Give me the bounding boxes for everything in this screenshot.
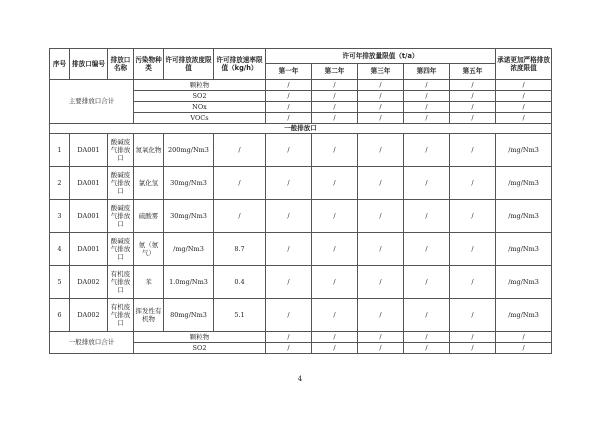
cell-outlet-no: DA002: [70, 266, 108, 299]
cell-strict: /mg/Nm3: [496, 200, 552, 233]
cell-rate: 8.7: [214, 233, 266, 266]
cell-year: /: [358, 167, 404, 200]
summary-cell: /: [496, 102, 552, 113]
header-seq: 序号: [50, 49, 70, 80]
summary-cell: /: [450, 91, 496, 102]
summary-cell: /: [266, 91, 312, 102]
cell-year: /: [404, 200, 450, 233]
summary-cell: /: [450, 80, 496, 91]
cell-year: /: [404, 134, 450, 167]
cell-pollutant: 苯: [134, 266, 164, 299]
cell-year: /: [450, 200, 496, 233]
header-year-2: 第二年: [312, 64, 358, 80]
cell-outlet-name: 有机废气排放口: [108, 266, 134, 299]
cell-year: /: [312, 233, 358, 266]
summary-pollutant: SO2: [134, 91, 266, 102]
summary-cell: /: [358, 102, 404, 113]
cell-strict: /mg/Nm3: [496, 233, 552, 266]
cell-outlet-no: DA001: [70, 134, 108, 167]
summary-cell: /: [496, 91, 552, 102]
summary-cell: /: [496, 332, 552, 343]
summary-cell: /: [404, 80, 450, 91]
cell-year: /: [266, 299, 312, 332]
header-rate-limit: 许可排放速率限值（kg/h）: [214, 49, 266, 80]
cell-seq: 4: [50, 233, 70, 266]
cell-strict: /mg/Nm3: [496, 134, 552, 167]
summary-cell: /: [312, 80, 358, 91]
cell-outlet-name: 酸碱废气排放口: [108, 200, 134, 233]
summary-cell: /: [312, 343, 358, 354]
cell-outlet-name: 酸碱废气排放口: [108, 134, 134, 167]
cell-rate: /: [214, 167, 266, 200]
summary-cell: /: [266, 102, 312, 113]
cell-outlet-name: 酸碱废气排放口: [108, 167, 134, 200]
cell-year: /: [266, 134, 312, 167]
header-outlet-name: 排放口名称: [108, 49, 134, 80]
table-row: [50, 266, 552, 299]
cell-conc: 30mg/Nm3: [164, 200, 214, 233]
cell-year: /: [358, 266, 404, 299]
summary-cell: /: [358, 91, 404, 102]
general-summary-row: [50, 332, 552, 343]
summary-cell: /: [450, 102, 496, 113]
cell-outlet-no: DA001: [70, 233, 108, 266]
summary-pollutant: NOx: [134, 102, 266, 113]
table-row: [50, 134, 552, 167]
header-year-5: 第五年: [450, 64, 496, 80]
cell-year: /: [450, 266, 496, 299]
cell-conc: 30mg/Nm3: [164, 167, 214, 200]
cell-rate: 5.1: [214, 299, 266, 332]
summary-cell: /: [312, 332, 358, 343]
section-row: [50, 124, 552, 134]
cell-year: /: [312, 200, 358, 233]
cell-rate: 0.4: [214, 266, 266, 299]
summary-cell: /: [450, 113, 496, 124]
cell-rate: /: [214, 200, 266, 233]
summary-pollutant: SO2: [134, 343, 266, 354]
cell-outlet-no: DA002: [70, 299, 108, 332]
cell-year: /: [358, 134, 404, 167]
summary-cell: /: [404, 113, 450, 124]
summary-cell: /: [312, 91, 358, 102]
summary-cell: /: [404, 332, 450, 343]
cell-year: /: [404, 167, 450, 200]
cell-rate: /: [214, 134, 266, 167]
header-row-top: [50, 49, 552, 64]
cell-year: /: [450, 299, 496, 332]
summary-cell: /: [404, 91, 450, 102]
table-row: [50, 299, 552, 332]
page-number: 4: [297, 375, 303, 383]
cell-outlet-no: DA001: [70, 200, 108, 233]
main-summary-row: [50, 80, 552, 91]
summary-cell: /: [496, 113, 552, 124]
summary-cell: /: [312, 102, 358, 113]
header-strict-limit: 承诺更加严格排放浓度限值: [496, 49, 552, 80]
summary-cell: /: [496, 80, 552, 91]
summary-pollutant: VOCs: [134, 113, 266, 124]
summary-cell: /: [266, 80, 312, 91]
general-summary-label: 一般排放口合计: [50, 332, 134, 354]
table-row: [50, 233, 552, 266]
table-row: [50, 200, 552, 233]
summary-cell: /: [404, 102, 450, 113]
summary-cell: /: [358, 113, 404, 124]
header-year-3: 第三年: [358, 64, 404, 80]
summary-pollutant: 颗粒物: [134, 332, 266, 343]
header-conc-limit: 许可排放浓度限值: [164, 49, 214, 80]
cell-seq: 3: [50, 200, 70, 233]
summary-cell: /: [358, 343, 404, 354]
summary-cell: /: [266, 332, 312, 343]
cell-conc: 1.0mg/Nm3: [164, 266, 214, 299]
cell-year: /: [450, 134, 496, 167]
cell-seq: 1: [50, 134, 70, 167]
summary-cell: /: [312, 113, 358, 124]
cell-pollutant: 硫酸雾: [134, 200, 164, 233]
cell-seq: 6: [50, 299, 70, 332]
header-outlet-no: 排放口编号: [70, 49, 108, 80]
cell-year: /: [404, 233, 450, 266]
cell-year: /: [266, 233, 312, 266]
summary-cell: /: [450, 332, 496, 343]
cell-year: /: [450, 167, 496, 200]
cell-outlet-no: DA001: [70, 167, 108, 200]
header-pollutant: 污染物种类: [134, 49, 164, 80]
summary-cell: /: [358, 332, 404, 343]
cell-conc: /mg/Nm3: [164, 233, 214, 266]
cell-year: /: [450, 233, 496, 266]
summary-cell: /: [358, 80, 404, 91]
header-annual-limit: 许可年排放量限值（t/a）: [266, 49, 496, 64]
cell-seq: 2: [50, 167, 70, 200]
cell-year: /: [312, 167, 358, 200]
cell-year: /: [358, 200, 404, 233]
cell-year: /: [312, 134, 358, 167]
cell-pollutant: 挥发性有机物: [134, 299, 164, 332]
summary-cell: /: [266, 113, 312, 124]
cell-strict: /mg/Nm3: [496, 266, 552, 299]
cell-pollutant: 氯化氢: [134, 167, 164, 200]
main-summary-label: 主要排放口合计: [50, 80, 134, 124]
cell-strict: /mg/Nm3: [496, 299, 552, 332]
cell-year: /: [358, 233, 404, 266]
summary-cell: /: [450, 343, 496, 354]
cell-year: /: [312, 266, 358, 299]
cell-year: /: [266, 167, 312, 200]
section-title: 一般排放口: [50, 124, 552, 134]
cell-year: /: [404, 299, 450, 332]
cell-strict: /mg/Nm3: [496, 167, 552, 200]
summary-pollutant: 颗粒物: [134, 80, 266, 91]
cell-outlet-name: 酸碱废气排放口: [108, 233, 134, 266]
cell-seq: 5: [50, 266, 70, 299]
summary-cell: /: [404, 343, 450, 354]
cell-conc: 200mg/Nm3: [164, 134, 214, 167]
emission-limits-table: [49, 48, 552, 354]
cell-outlet-name: 有机废气排放口: [108, 299, 134, 332]
cell-conc: 80mg/Nm3: [164, 299, 214, 332]
summary-cell: /: [266, 343, 312, 354]
cell-year: /: [266, 200, 312, 233]
table-row: [50, 167, 552, 200]
cell-year: /: [266, 266, 312, 299]
cell-pollutant: 氮氧化物: [134, 134, 164, 167]
cell-pollutant: 氨（氨气）: [134, 233, 164, 266]
header-year-4: 第四年: [404, 64, 450, 80]
cell-year: /: [312, 299, 358, 332]
cell-year: /: [358, 299, 404, 332]
cell-year: /: [404, 266, 450, 299]
summary-cell: /: [496, 343, 552, 354]
header-year-1: 第一年: [266, 64, 312, 80]
